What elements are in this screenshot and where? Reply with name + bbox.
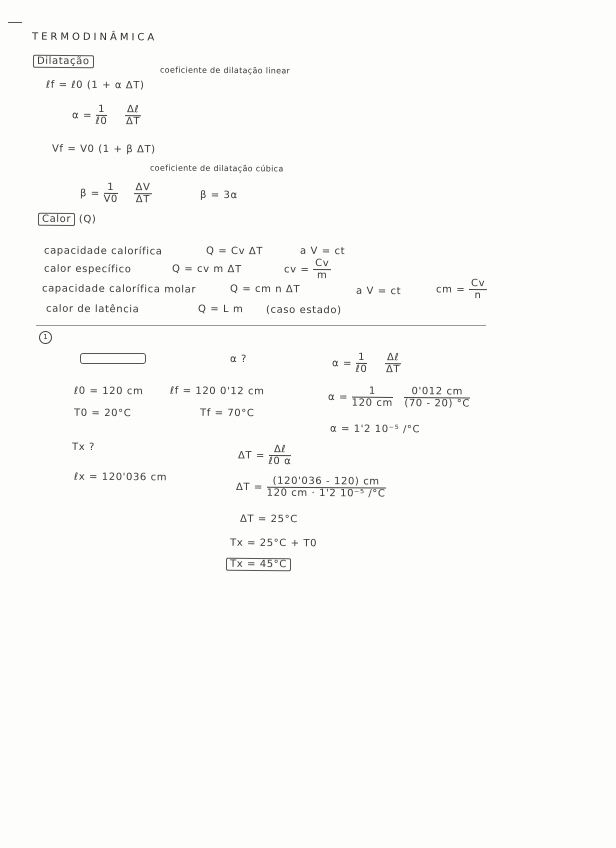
alpha-f2-den: ΔT [125,116,141,128]
dt-den: ℓ0 α [268,456,292,468]
dt2-den: 120 cm · 1'2 10⁻⁵ /°C [266,487,386,500]
rod-sketch [80,353,146,364]
alpha-formula-f2 [385,352,401,375]
calor-row-2-relation [284,258,331,281]
af-d1: ℓ0 [355,363,368,376]
calor-row-3-equation: Q = cm n ΔT [229,283,301,296]
section-dilatacao: Dilatação [33,55,94,68]
cv-num: Cv [313,258,331,270]
beta-definition [80,182,153,206]
alpha-formula-f1 [356,352,368,375]
dt-num: Δℓ [269,444,292,456]
beta-f1-num: 1 [104,182,118,194]
beta-lhs: β = [79,188,100,200]
beta-fraction-1 [103,182,118,205]
beta-fraction-2 [133,182,152,205]
cm-den: n [474,290,482,302]
alpha-fraction-1 [96,104,108,127]
dt2-lhs: ΔT = [235,481,263,494]
calor-row-4-equation: Q = L m [197,303,244,316]
alpha-formula-lhs: α = [331,358,352,370]
alpha-f1-den: ℓ0 [95,115,108,128]
calor-row-3-relation [436,278,487,301]
tx-question: Tx ? [71,441,95,454]
final-length-x: ℓx = 120'036 cm [73,471,168,484]
initial-temperature: T0 = 20°C [73,407,132,420]
tx-result: Tx = 45°C [226,558,291,571]
beta-f2-den: ΔT [135,194,151,206]
linear-coefficient-note: coeficiente de dilatação linear [159,65,291,76]
top-mark [8,22,22,23]
alpha-lhs: α = [71,110,92,122]
calor-row-4-label: calor de latência [45,303,140,316]
cm-num: Cv [469,278,487,290]
volume-dilation-equation: Vf = V0 (1 + β ΔT) [51,143,156,156]
alpha-calc-f1 [352,386,393,409]
alpha-question: α ? [229,353,247,366]
af-d2: ΔT [385,364,401,376]
alpha-definition [72,104,141,127]
alpha-fraction-2 [125,104,141,127]
cv-den: m [316,270,328,282]
calor-row-1-condition: a V = ct [299,245,346,258]
af-n2: Δℓ [385,352,401,364]
calor-row-3-condition: a V = ct [355,285,402,298]
alpha-calculation [328,386,470,410]
cm-lhs: cm = [435,284,466,296]
dt2-fraction [267,476,386,500]
alpha-f2-num: Δℓ [125,104,141,116]
exercise-number: 1 [39,331,52,344]
alpha-formula [332,352,401,375]
delta-t-calculation [236,475,386,499]
page-title: TERMODINÂMICA [31,31,158,44]
ac-n1: 1 [352,386,393,398]
ac-d1: 120 cm [351,397,393,409]
af-n1: 1 [356,352,368,364]
dt-lhs: ΔT = [237,450,265,462]
cv-fraction [313,258,331,281]
section-divider [36,325,486,326]
beta-f2-num: ΔV [133,182,152,194]
initial-length: ℓ0 = 120 cm [73,385,144,398]
linear-dilation-equation: ℓf = ℓ0 (1 + α ΔT) [45,79,145,92]
cubic-coefficient-note: coeficiente de dilatação cúbica [149,163,284,174]
delta-t-result: ΔT = 25°C [239,513,298,526]
alpha-f1-num: 1 [96,104,108,116]
calor-row-1-equation: Q = Cv ΔT [205,245,264,258]
dt2-num: (120'036 - 120) cm [267,476,386,489]
delta-t-formula [238,444,292,467]
tx-equation: Tx = 25°C + T0 [229,537,318,550]
final-temperature: Tf = 70°C [199,407,255,420]
section-calor [38,214,96,225]
alpha-calc-f2 [404,386,470,409]
beta-alpha-relation: β = 3α [199,189,238,202]
alpha-result: α = 1'2 10⁻⁵ /°C [329,423,421,436]
section-calor-symbol: (Q) [78,214,97,226]
calor-row-1-label: capacidade calorífica [43,245,163,258]
cv-lhs: cv = [283,264,310,276]
section-calor-label: Calor [38,213,75,226]
dt-fraction [269,444,292,467]
beta-f1-den: V0 [103,193,118,206]
ac-d2: (70 - 20) °C [404,398,470,410]
calor-row-2-equation: Q = cv m ΔT [171,263,242,276]
calor-row-4-note: (caso estado) [265,304,342,317]
final-length: ℓf = 120 0'12 cm [169,385,265,398]
calor-row-2-label: calor específico [43,263,132,276]
ac-n2: 0'012 cm [404,386,470,398]
alpha-calc-lhs: α = [327,392,348,404]
calor-row-3-label: capacidade calorífica molar [41,283,197,296]
cm-fraction [469,278,487,301]
